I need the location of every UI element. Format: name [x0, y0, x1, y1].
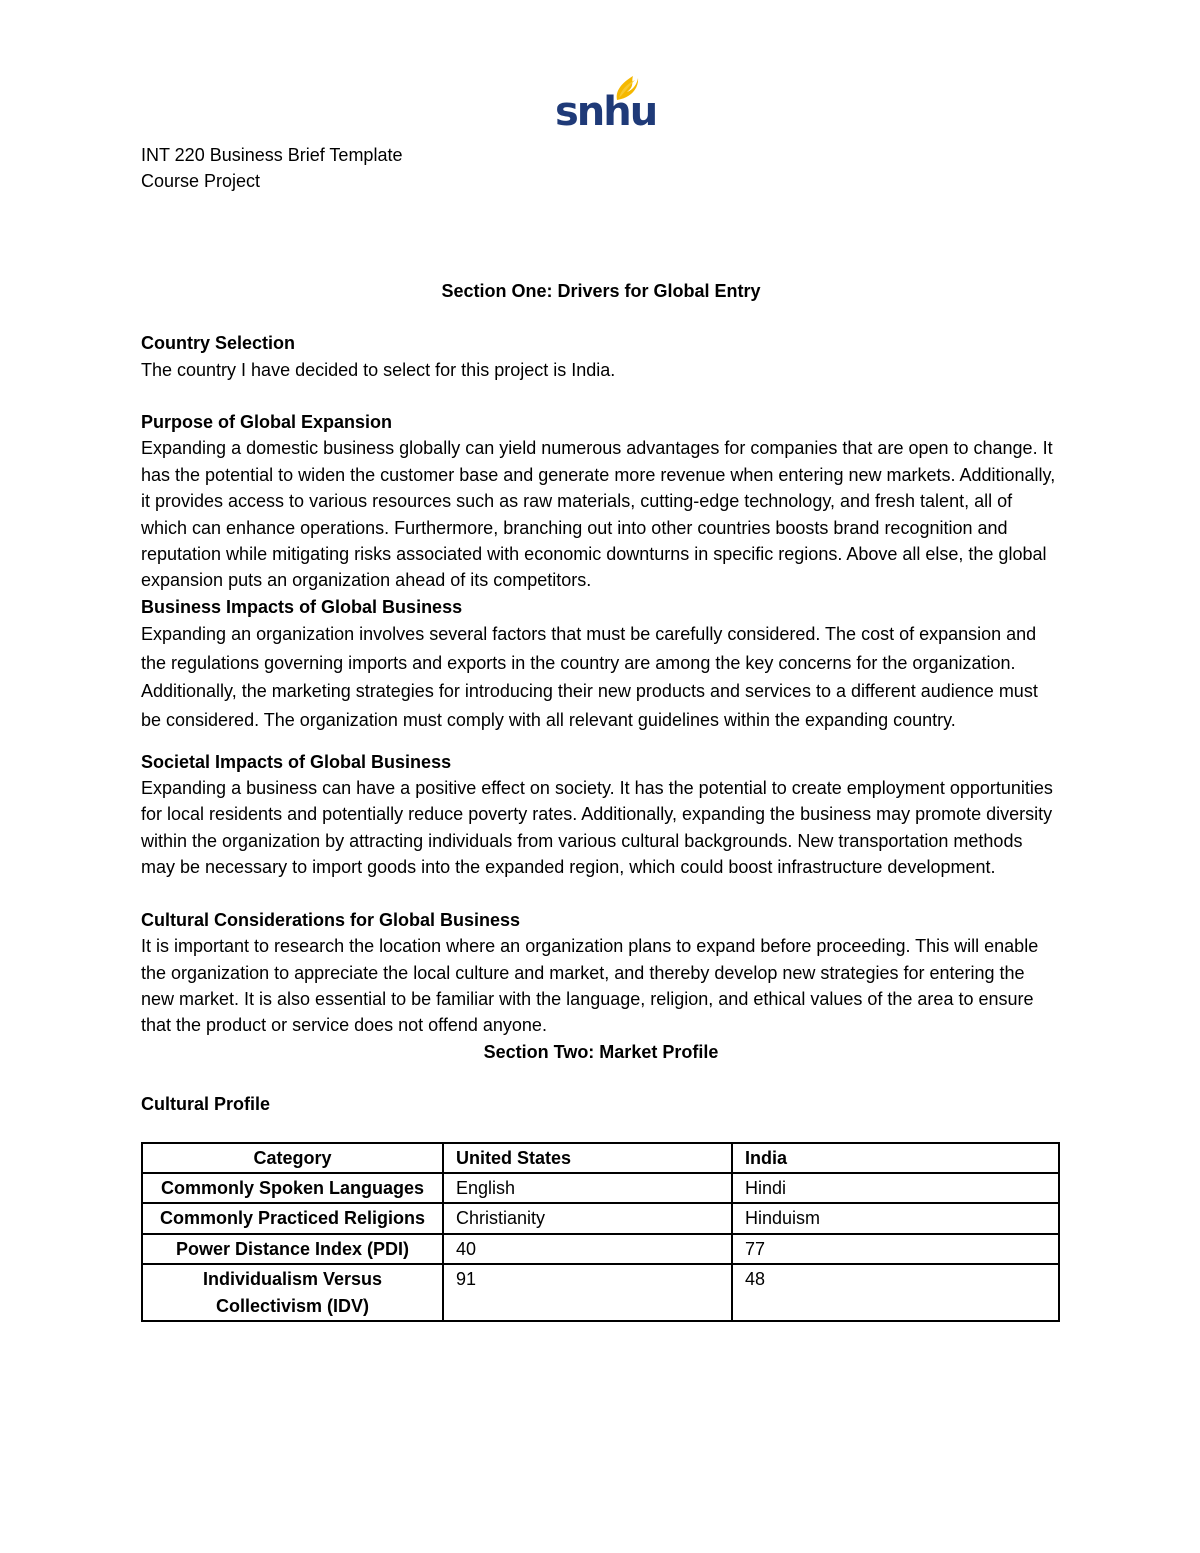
table-cell-india: Hinduism: [732, 1203, 1059, 1233]
logo-wordmark: snhu: [555, 89, 657, 135]
business-impacts-body: Expanding an organization involves several factors that must be carefully considered. The cost of expansion and the regulations governing imports and exports in the country are among the key concerns for the organization. Additionally, the marketing strategies for introducing their new products and services to a different audience must be considered. The organization must comply with all relevant guidelines within the expanding country.: [141, 624, 1038, 731]
cultural-considerations-heading: Cultural Considerations for Global Business: [141, 909, 521, 930]
societal-impacts-heading: Societal Impacts of Global Business: [141, 751, 452, 772]
table-cell-category: Power Distance Index (PDI): [142, 1234, 443, 1264]
table-cell-india: 48: [732, 1264, 1059, 1321]
business-impacts-heading: Business Impacts of Global Business: [141, 596, 463, 617]
cultural-considerations-body: It is important to research the location where an organization plans to expand before proceeding. This will enable the organization to appreciate the local culture and market, and thereby develop new strategies for entering the new market. It is also essential to be familiar with the language, religion, and ethical values of the area to ensure that the product or service does not offend anyone.: [141, 936, 1039, 1036]
table-row: [142, 1173, 1059, 1203]
table-header-row: [142, 1143, 1059, 1173]
table-cell-india: Hindi: [732, 1173, 1059, 1203]
document-title: INT 220 Business Brief Template: [141, 145, 403, 165]
table-row: [142, 1234, 1059, 1264]
table-header-cell: Category: [142, 1143, 443, 1173]
cultural-profile-heading: Cultural Profile: [141, 1094, 271, 1115]
table-header-cell: India: [732, 1143, 1059, 1173]
country-selection-body: The country I have decided to select for this project is India.: [141, 359, 616, 380]
cultural-profile-table: [141, 1142, 1060, 1322]
table-cell-category: Commonly Practiced Religions: [142, 1203, 443, 1233]
table-cell-us: Christianity: [443, 1203, 732, 1233]
section-two-heading: Section Two: Market Profile: [483, 1041, 719, 1062]
table-row: [142, 1264, 1059, 1321]
table-row: [142, 1203, 1059, 1233]
section-one-heading: Section One: Drivers for Global Entry: [441, 280, 761, 301]
country-selection-heading: Country Selection: [141, 333, 296, 354]
societal-impacts-body: Expanding a business can have a positive effect on society. It has the potential to create employment opportunities for local residents and potentially reduce poverty rates. Additionally, expanding the business may promote diversity within the organization by attracting individuals from various cultural backgrounds. New transportation methods may be necessary to import goods into the expanded region, which could boost infrastructure development.: [141, 778, 1053, 878]
snhu-logo: [555, 72, 657, 135]
table-cell-category: Individualism Versus Collectivism (IDV): [142, 1264, 443, 1321]
table-cell-us: English: [443, 1173, 732, 1203]
purpose-body: Expanding a domestic business globally can yield numerous advantages for companies that are open to change. It has the potential to widen the customer base and generate more revenue when entering new markets. Additionally, it provides access to various resources such as raw materials, cutting-edge technology, and fresh talent, all of which can enhance operations. Furthermore, branching out into other countries boosts brand recognition and reputation while mitigating risks associated with economic downturns in specific regions. Above all else, the global expansion puts an organization ahead of its competitors.: [141, 438, 1056, 591]
table-header-cell: United States: [443, 1143, 732, 1173]
table-cell-us: 91: [443, 1264, 732, 1321]
document-subtitle: Course Project: [141, 171, 261, 192]
table-cell-india: 77: [732, 1234, 1059, 1264]
purpose-heading: Purpose of Global Expansion: [141, 412, 393, 433]
document-body: [141, 142, 1061, 1322]
table-cell-us: 40: [443, 1234, 732, 1264]
table-cell-category: Commonly Spoken Languages: [142, 1173, 443, 1203]
